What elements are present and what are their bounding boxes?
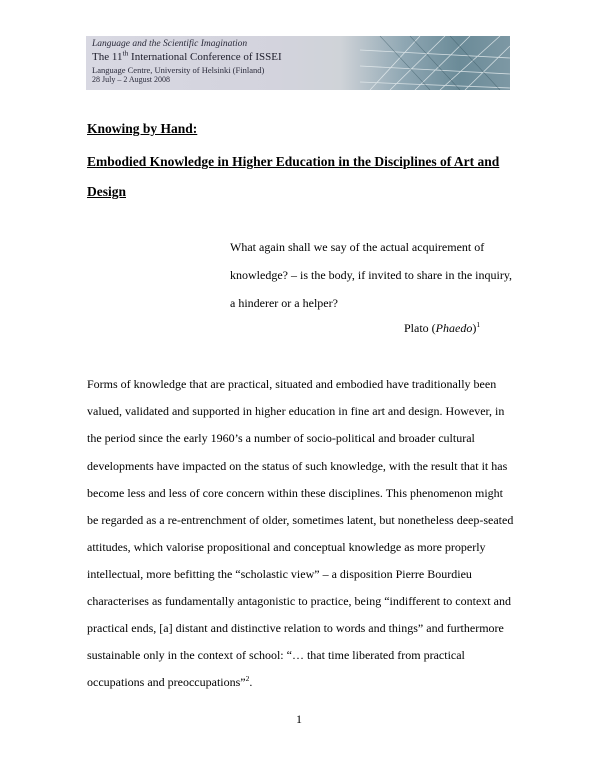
banner-conference-title: The 11th International Conference of ISSEI xyxy=(92,48,282,63)
banner-subtitle: Language and the Scientific Imagination xyxy=(92,39,248,49)
body-text-line: attitudes, which valorise propositional and conceptual knowledge as more properly xyxy=(87,540,486,554)
epigraph-line: What again shall we say of the actual acquirement of xyxy=(230,240,485,254)
body-text-line: developments have impacted on the status of such knowledge, with the result that it has xyxy=(87,459,508,473)
body-text-line: be regarded as a re-entrenchment of older, sometimes latent, but nonetheless deep-seated xyxy=(87,513,514,527)
banner-venue: Language Centre, University of Helsinki (Finland) xyxy=(92,65,265,75)
body-text-line: intellectual, more befitting the “scholastic view” – a disposition Pierre Bourdieu xyxy=(87,567,472,581)
body-text-line: valued, validated and supported in higher education in fine art and design. However, in xyxy=(87,404,505,418)
epigraph-line: knowledge? – is the body, if invited to share in the inquiry, xyxy=(230,268,513,282)
glass-facade-image xyxy=(360,36,510,90)
banner-dates: 28 July – 2 August 2008 xyxy=(92,75,171,84)
body-text-line: characterises as fundamentally antagonistic to practice, being “indifferent to context and xyxy=(87,594,511,608)
paper-subtitle-line-1: Embodied Knowledge in Higher Education in the Disciplines of Art and xyxy=(87,154,500,169)
paper-title: Knowing by Hand: xyxy=(87,121,198,136)
page-number: 1 xyxy=(296,712,302,726)
footnote-ref[interactable]: 1 xyxy=(476,320,481,329)
body-text-line: practical ends, [a] distant and distinctive relation to words and things” and furthermore xyxy=(87,621,504,635)
footnote-ref[interactable]: 2 xyxy=(245,674,250,683)
body-text-line: sustainable only in the context of school: “… that time liberated from practical xyxy=(87,648,465,662)
conference-banner xyxy=(86,36,510,90)
body-text-line: occupations and preoccupations”$^2$. xyxy=(87,674,253,689)
epigraph-line: a hinderer or a helper? xyxy=(230,296,338,310)
body-text-line: become less and less of core concern within these disciplines. This phenomenon might xyxy=(87,486,504,500)
epigraph-attribution: Plato (Phaedo)$^1$ xyxy=(404,320,481,335)
paper-subtitle-line-2: Design xyxy=(87,184,127,199)
body-text-line: Forms of knowledge that are practical, situated and embodied have traditionally been xyxy=(87,377,497,391)
body-text-line: the period since the early 1960’s a number of socio-political and broader cultural xyxy=(87,431,475,445)
